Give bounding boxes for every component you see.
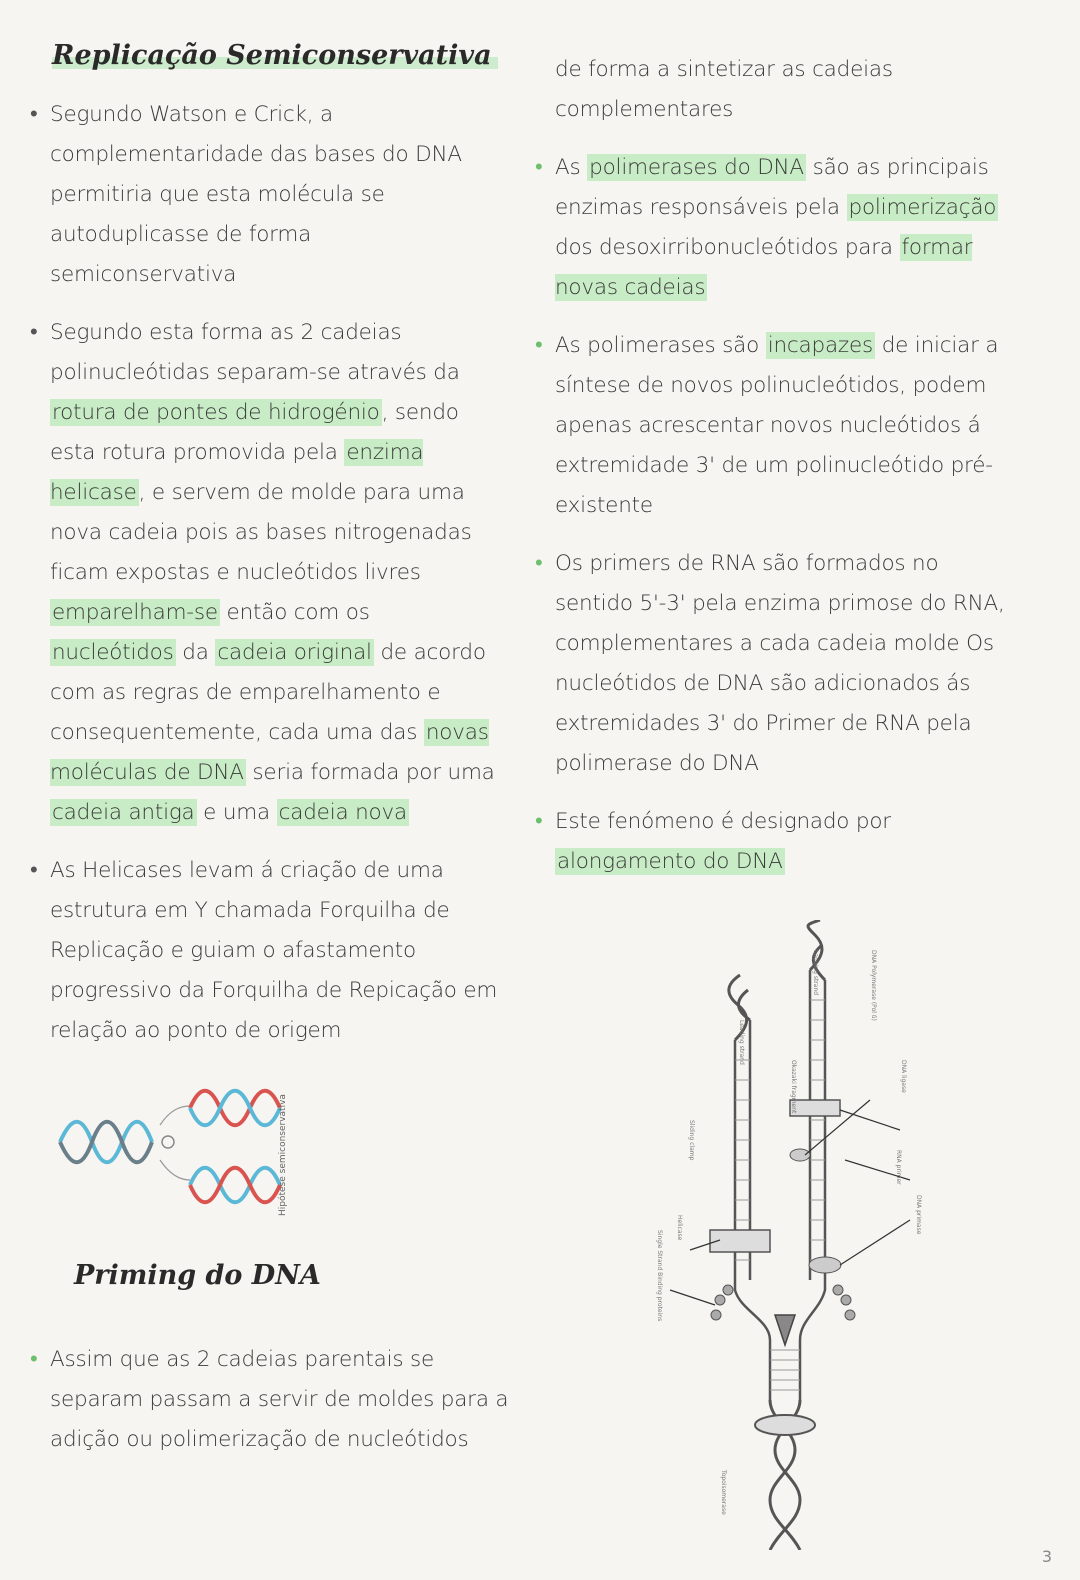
polymerase-shape: [809, 1257, 841, 1273]
highlight: formar novas cadeias: [555, 235, 973, 300]
sliding-clamp-shape: [710, 1230, 770, 1252]
paragraph-watson-crick: • Segundo Watson e Crick, a complementaridade das bases do DNA permitiria que esta molécula se autoduplicasse de forma semiconservativa: [30, 95, 500, 295]
ligase-shape: [790, 1149, 810, 1161]
right-column: [535, 50, 1005, 900]
section-title-replicacao: Replicação Semiconservativa: [52, 40, 492, 71]
helicase-shape: [775, 1315, 795, 1345]
priming-body: [30, 1340, 510, 1478]
left-column: [30, 40, 500, 1069]
paragraph-polimerases: • As polimerases do DNA são as principais enzimas responsáveis pela polimerização dos desoxirribonucleótidos para formar novas cadeias: [535, 148, 1005, 308]
origin-icon: [162, 1136, 174, 1148]
highlight: incapazes: [767, 333, 874, 358]
daughter-helix-bottom: [190, 1168, 280, 1203]
fork-label-clamp: Sliding clamp: [688, 1120, 695, 1161]
highlight: novas moléculas de DNA: [50, 720, 489, 785]
arrow-line: [160, 1106, 190, 1125]
bullet-icon: •: [535, 809, 543, 834]
fork-stem: [735, 970, 825, 1400]
daughter-helix-top: [190, 1091, 280, 1126]
highlight: emparelham-se: [52, 600, 218, 625]
highlight: rotura de pontes de hidrogénio: [52, 400, 380, 425]
highlight: cadeia original: [217, 640, 372, 665]
bullet-icon: •: [30, 858, 38, 883]
bullet-icon: •: [30, 320, 38, 345]
paragraph-continuation: de forma a sintetizar as cadeias complementares: [555, 57, 893, 122]
highlight: enzima helicase: [50, 440, 424, 505]
fork-label-dna-pol: DNA Polymerase (Pol δ): [870, 950, 877, 1021]
fork-label-ssb: Single Strand Binding proteins: [656, 1230, 663, 1322]
fork-label-primase: DNA primase: [915, 1195, 922, 1235]
bullet-icon: •: [535, 551, 543, 576]
fork-label-lagging: Lagging strand: [812, 950, 819, 996]
highlight: alongamento do DNA: [557, 849, 783, 874]
parent-helix: [60, 1122, 152, 1163]
paragraph-helicases: • As Helicases levam á criação de uma estrutura em Y chamada Forquilha de Replicação e guiam o afastamento progressivo da Forquilha de Repicação em relação ao ponto de origem: [30, 851, 500, 1051]
semiconservative-diagram: [30, 1070, 320, 1240]
highlight: cadeia antiga: [52, 800, 195, 825]
figure-caption: Hipótese semiconservativa: [278, 1094, 288, 1216]
bullet-icon: •: [535, 333, 543, 358]
fork-label-helicase: Helicase: [676, 1215, 683, 1241]
arrow-line: [160, 1160, 190, 1180]
highlight: cadeia nova: [278, 800, 407, 825]
topoisomerase-shape: [755, 1415, 815, 1435]
fork-label-okazaki: Okazaki fragment: [790, 1060, 797, 1114]
polymerase-shape: [790, 1100, 840, 1116]
fork-label-rna-primer: RNA primer: [895, 1150, 902, 1185]
fork-label-topoisomerase: Topoisomerase: [720, 1470, 727, 1515]
highlight: polimerização: [848, 195, 997, 220]
highlight: polimerases do DNA: [589, 155, 804, 180]
label-pointers: [670, 1100, 910, 1305]
fork-label-leading: Leading strand: [738, 1020, 745, 1065]
bullet-icon: •: [30, 102, 38, 127]
paragraph-separation: • Segundo esta forma as 2 cadeias polinucleótidas separam-se através da rotura de pontes de hidrogénio, sendo esta rotura promovida pela enzima helicase, e servem de molde para uma nova cadeia pois as bases nitrogenadas ficam expostas e nucleótidos livres emparelham-se então com os nucleótidos da cadeia original de acordo com as regras de emparelhamento e consequentemente, cada uma das novas moléculas de DNA seria formada por uma cadeia antiga e uma cadeia nova: [30, 313, 500, 833]
paragraph-incapazes: • As polimerases são incapazes de iniciar a síntese de novos polinucleótidos, podem apenas acrescentar novos nucleótidos á extremidade 3' de um polinucleótido pré-existente: [535, 326, 1005, 526]
page-number: 3: [1041, 1547, 1052, 1566]
bullet-icon: •: [30, 1347, 38, 1372]
section-title-priming: Priming do DNA: [74, 1260, 321, 1291]
fork-label-ligase: DNA ligase: [900, 1060, 907, 1093]
paragraph-priming: • Assim que as 2 cadeias parentais se separam passam a servir de moldes para a adição ou polimerização de nucleótidos: [30, 1340, 510, 1460]
paragraph-primers: • Os primers de RNA são formados no sentido 5'-3' pela enzima primose do RNA, complementares a cada cadeia molde Os nucleótidos de DNA são adicionados ás extremidades 3' do Primer de RNA pela polimerase do DNA: [535, 544, 1005, 784]
highlight: nucleótidos: [52, 640, 174, 665]
paragraph-alongamento: • Este fenómeno é designado por alongamento do DNA: [535, 802, 1005, 882]
bullet-icon: •: [535, 155, 543, 180]
